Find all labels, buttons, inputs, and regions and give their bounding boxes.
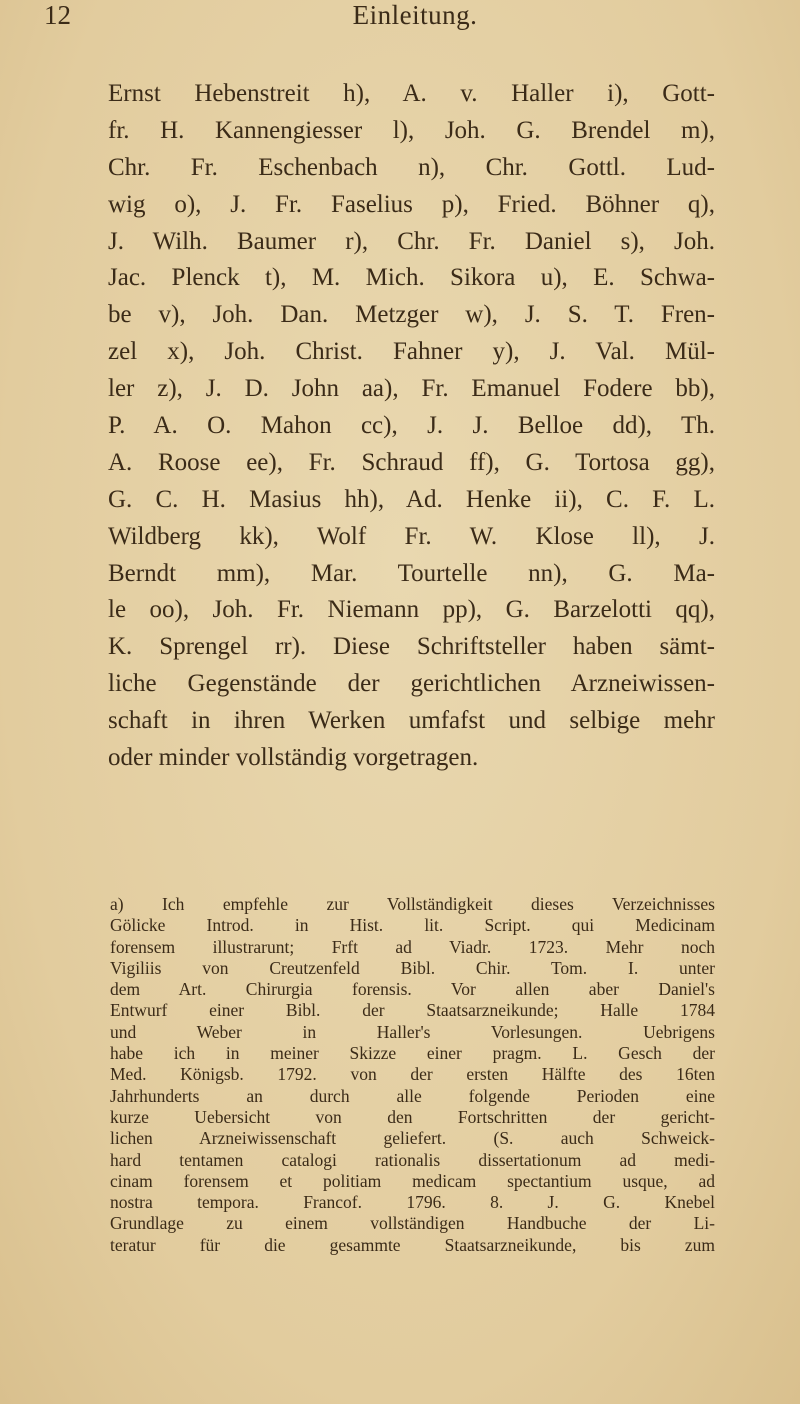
text-line: P. A. O. Mahon cc), J. J. Belloe dd), Th. xyxy=(108,412,715,440)
text-line: J. Wilh. Baumer r), Chr. Fr. Daniel s), Joh. xyxy=(108,227,715,255)
footnote-line: Grundlage zu einem vollständigen Handbuche der Li- xyxy=(110,1213,715,1234)
text-line: le oo), Joh. Fr. Niemann pp), G. Barzelotti qq), xyxy=(108,596,715,624)
text-line: Berndt mm), Mar. Tourtelle nn), G. Ma- xyxy=(108,559,715,587)
footnote-line: nostra tempora. Francof. 1796. 8. J. G. Knebel xyxy=(110,1192,715,1213)
footnote-line: habe ich in meiner Skizze einer pragm. L. Gesch der xyxy=(110,1043,715,1064)
footnote-line: a) Ich empfehle zur Vollständigkeit dieses Verzeichnisses xyxy=(110,894,715,914)
footnote-line: und Weber in Haller's Vorlesungen. Uebrigens xyxy=(110,1021,715,1042)
footnote-line: kurze Uebersicht von den Fortschritten der gericht- xyxy=(110,1106,715,1127)
text-line: K. Sprengel rr). Diese Schriftsteller haben sämt- xyxy=(108,633,715,661)
text-line: G. C. H. Masius hh), Ad. Henke ii), C. F. L. xyxy=(108,485,715,513)
text-line: be v), Joh. Dan. Metzger w), J. S. T. Fren- xyxy=(108,301,715,329)
text-line: A. Roose ee), Fr. Schraud ff), G. Tortosa gg), xyxy=(108,448,715,476)
text-line: oder minder vollständig vorgetragen. xyxy=(108,744,479,772)
running-head: Einleitung. xyxy=(352,0,478,30)
footnote-line: Jahrhunderts an durch alle folgende Perioden eine xyxy=(110,1085,715,1106)
text-line: wig o), J. Fr. Faselius p), Fried. Böhner q), xyxy=(108,190,715,218)
footnote-line: hard tentamen catalogi rationalis dissertationum ad medi- xyxy=(110,1149,715,1170)
text-line: Chr. Fr. Eschenbach n), Chr. Gottl. Lud- xyxy=(108,153,715,181)
page-number: 12 xyxy=(44,0,71,30)
footnote-line: Vigiliis von Creutzenfeld Bibl. Chir. Tom. I. unter xyxy=(110,957,715,978)
footnote-line: Entwurf einer Bibl. der Staatsarzneikunde; Halle 1784 xyxy=(110,1000,715,1021)
text-line: Jac. Plenck t), M. Mich. Sikora u), E. Schwa- xyxy=(108,264,715,292)
footnote-line: teratur für die gesammte Staatsarzneikunde, bis zum xyxy=(110,1234,715,1255)
text-line: liche Gegenstände der gerichtlichen Arzneiwissen- xyxy=(108,670,715,698)
footnote-line: lichen Arzneiwissenschaft geliefert. (S. auch Schweick- xyxy=(110,1128,715,1149)
text-line: fr. H. Kannengiesser l), Joh. G. Brendel m), xyxy=(108,116,715,144)
footnote-line: Med. Königsb. 1792. von der ersten Hälfte des 16ten xyxy=(110,1064,715,1085)
text-line: Ernst Hebenstreit h), A. v. Haller i), Gott- xyxy=(108,80,715,107)
text-line: schaft in ihren Werken umfafst und selbige mehr xyxy=(108,707,715,735)
footnote-line: dem Art. Chirurgia forensis. Vor allen aber Daniel's xyxy=(110,979,715,1000)
main-text xyxy=(108,76,715,777)
footnote-line: cinam forensem et politiam medicam spectantium usque, ad xyxy=(110,1170,715,1191)
footnote-line: forensem illustrarunt; Frft ad Viadr. 1723. Mehr noch xyxy=(110,936,715,957)
text-line: Wildberg kk), Wolf Fr. W. Klose ll), J. xyxy=(108,522,715,550)
footnote-block xyxy=(110,894,715,1256)
text-line: zel x), Joh. Christ. Fahner y), J. Val. Mül- xyxy=(108,338,715,366)
footnote-line: Gölicke Introd. in Hist. lit. Script. qui Medicinam xyxy=(110,915,715,936)
text-line: ler z), J. D. John aa), Fr. Emanuel Fodere bb), xyxy=(108,375,715,403)
